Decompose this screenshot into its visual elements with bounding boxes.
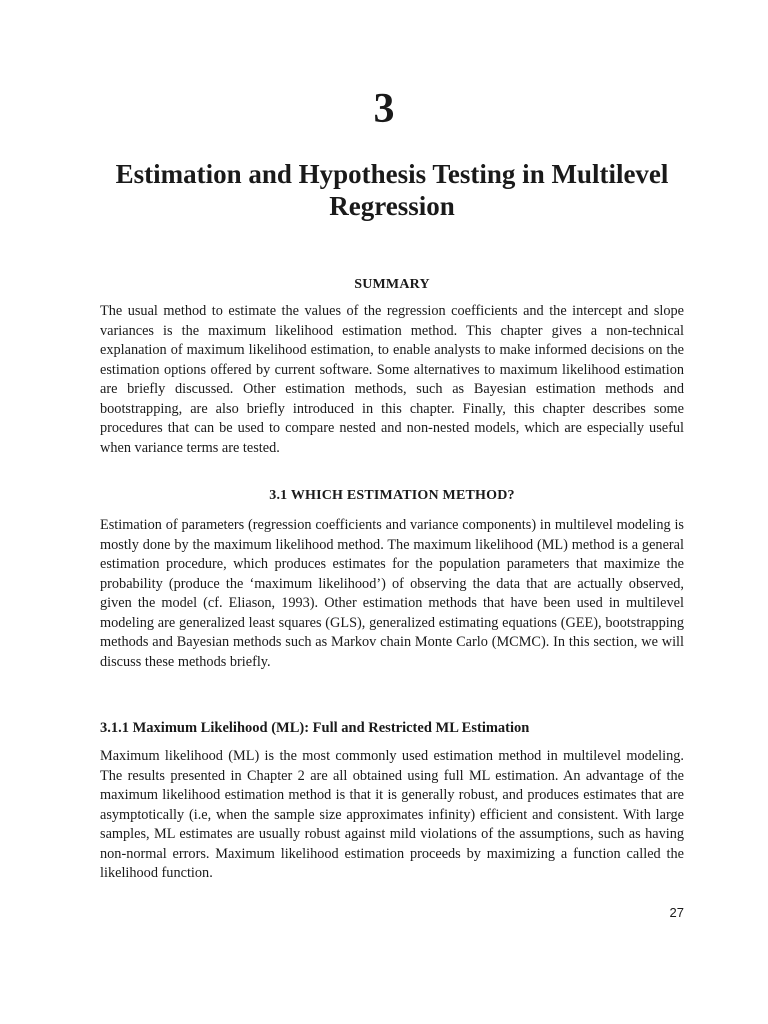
subsection-heading-3-1-1: 3.1.1 Maximum Likelihood (ML): Full and Restricted ML Estimation <box>100 720 530 736</box>
section-heading-3-1: 3.1 WHICH ESTIMATION METHOD? <box>269 488 515 503</box>
summary-heading: SUMMARY <box>354 277 430 292</box>
section-3-1-paragraph: Estimation of parameters (regression coefficients and variance components) in multilevel modeling is mostly done by the maximum likelihood method. The maximum likelihood (ML) method is a general estimation procedure, which produces estimates for the population parameters that maximize the probability (produce the ‘maximum likelihood’) of observing the data that are actually observed, given the model (cf. Eliason, 1993). Other estimation methods that have been used in multilevel modeling are generalized least squares (GLS), generalized estimating equations (GEE), bootstrapping methods and Bayesian methods such as Markov chain Monte Carlo (MCMC). In this section, we will discuss these methods briefly. <box>100 517 684 670</box>
section-3-1-1-paragraph: Maximum likelihood (ML) is the most commonly used estimation method in multilevel modeling. The results presented in Chapter 2 are all obtained using full ML estimation. An advantage of the maximum likelihood estimation method is that it is generally robust, and produces estimates that are asymptotically (i.e, when the sample size approximates infinity) efficient and consistent. With large samples, ML estimates are usually robust against mild violations of the assumptions, such as having non-normal errors. Maximum likelihood estimation proceeds by maximizing a function called the likelihood function. <box>100 748 684 881</box>
page-number: 27 <box>669 905 684 920</box>
summary-paragraph: The usual method to estimate the values of the regression coefficients and the intercept and slope variances is the maximum likelihood estimation method. This chapter gives a non-technical explanation of maximum likelihood estimation, to enable analysts to make informed decisions on the estimation options offered by current software. Some alternatives to maximum likelihood estimation are briefly discussed. Other estimation methods, such as Bayesian estimation methods and bootstrapping, are also briefly introduced in this chapter. Finally, this chapter describes some procedures that can be used to compare nested and non-nested models, which are especially useful when variance terms are tested. <box>100 303 684 456</box>
chapter-title: Estimation and Hypothesis Testing in Multilevel Regression <box>115 159 669 221</box>
chapter-number: 3 <box>373 86 395 132</box>
